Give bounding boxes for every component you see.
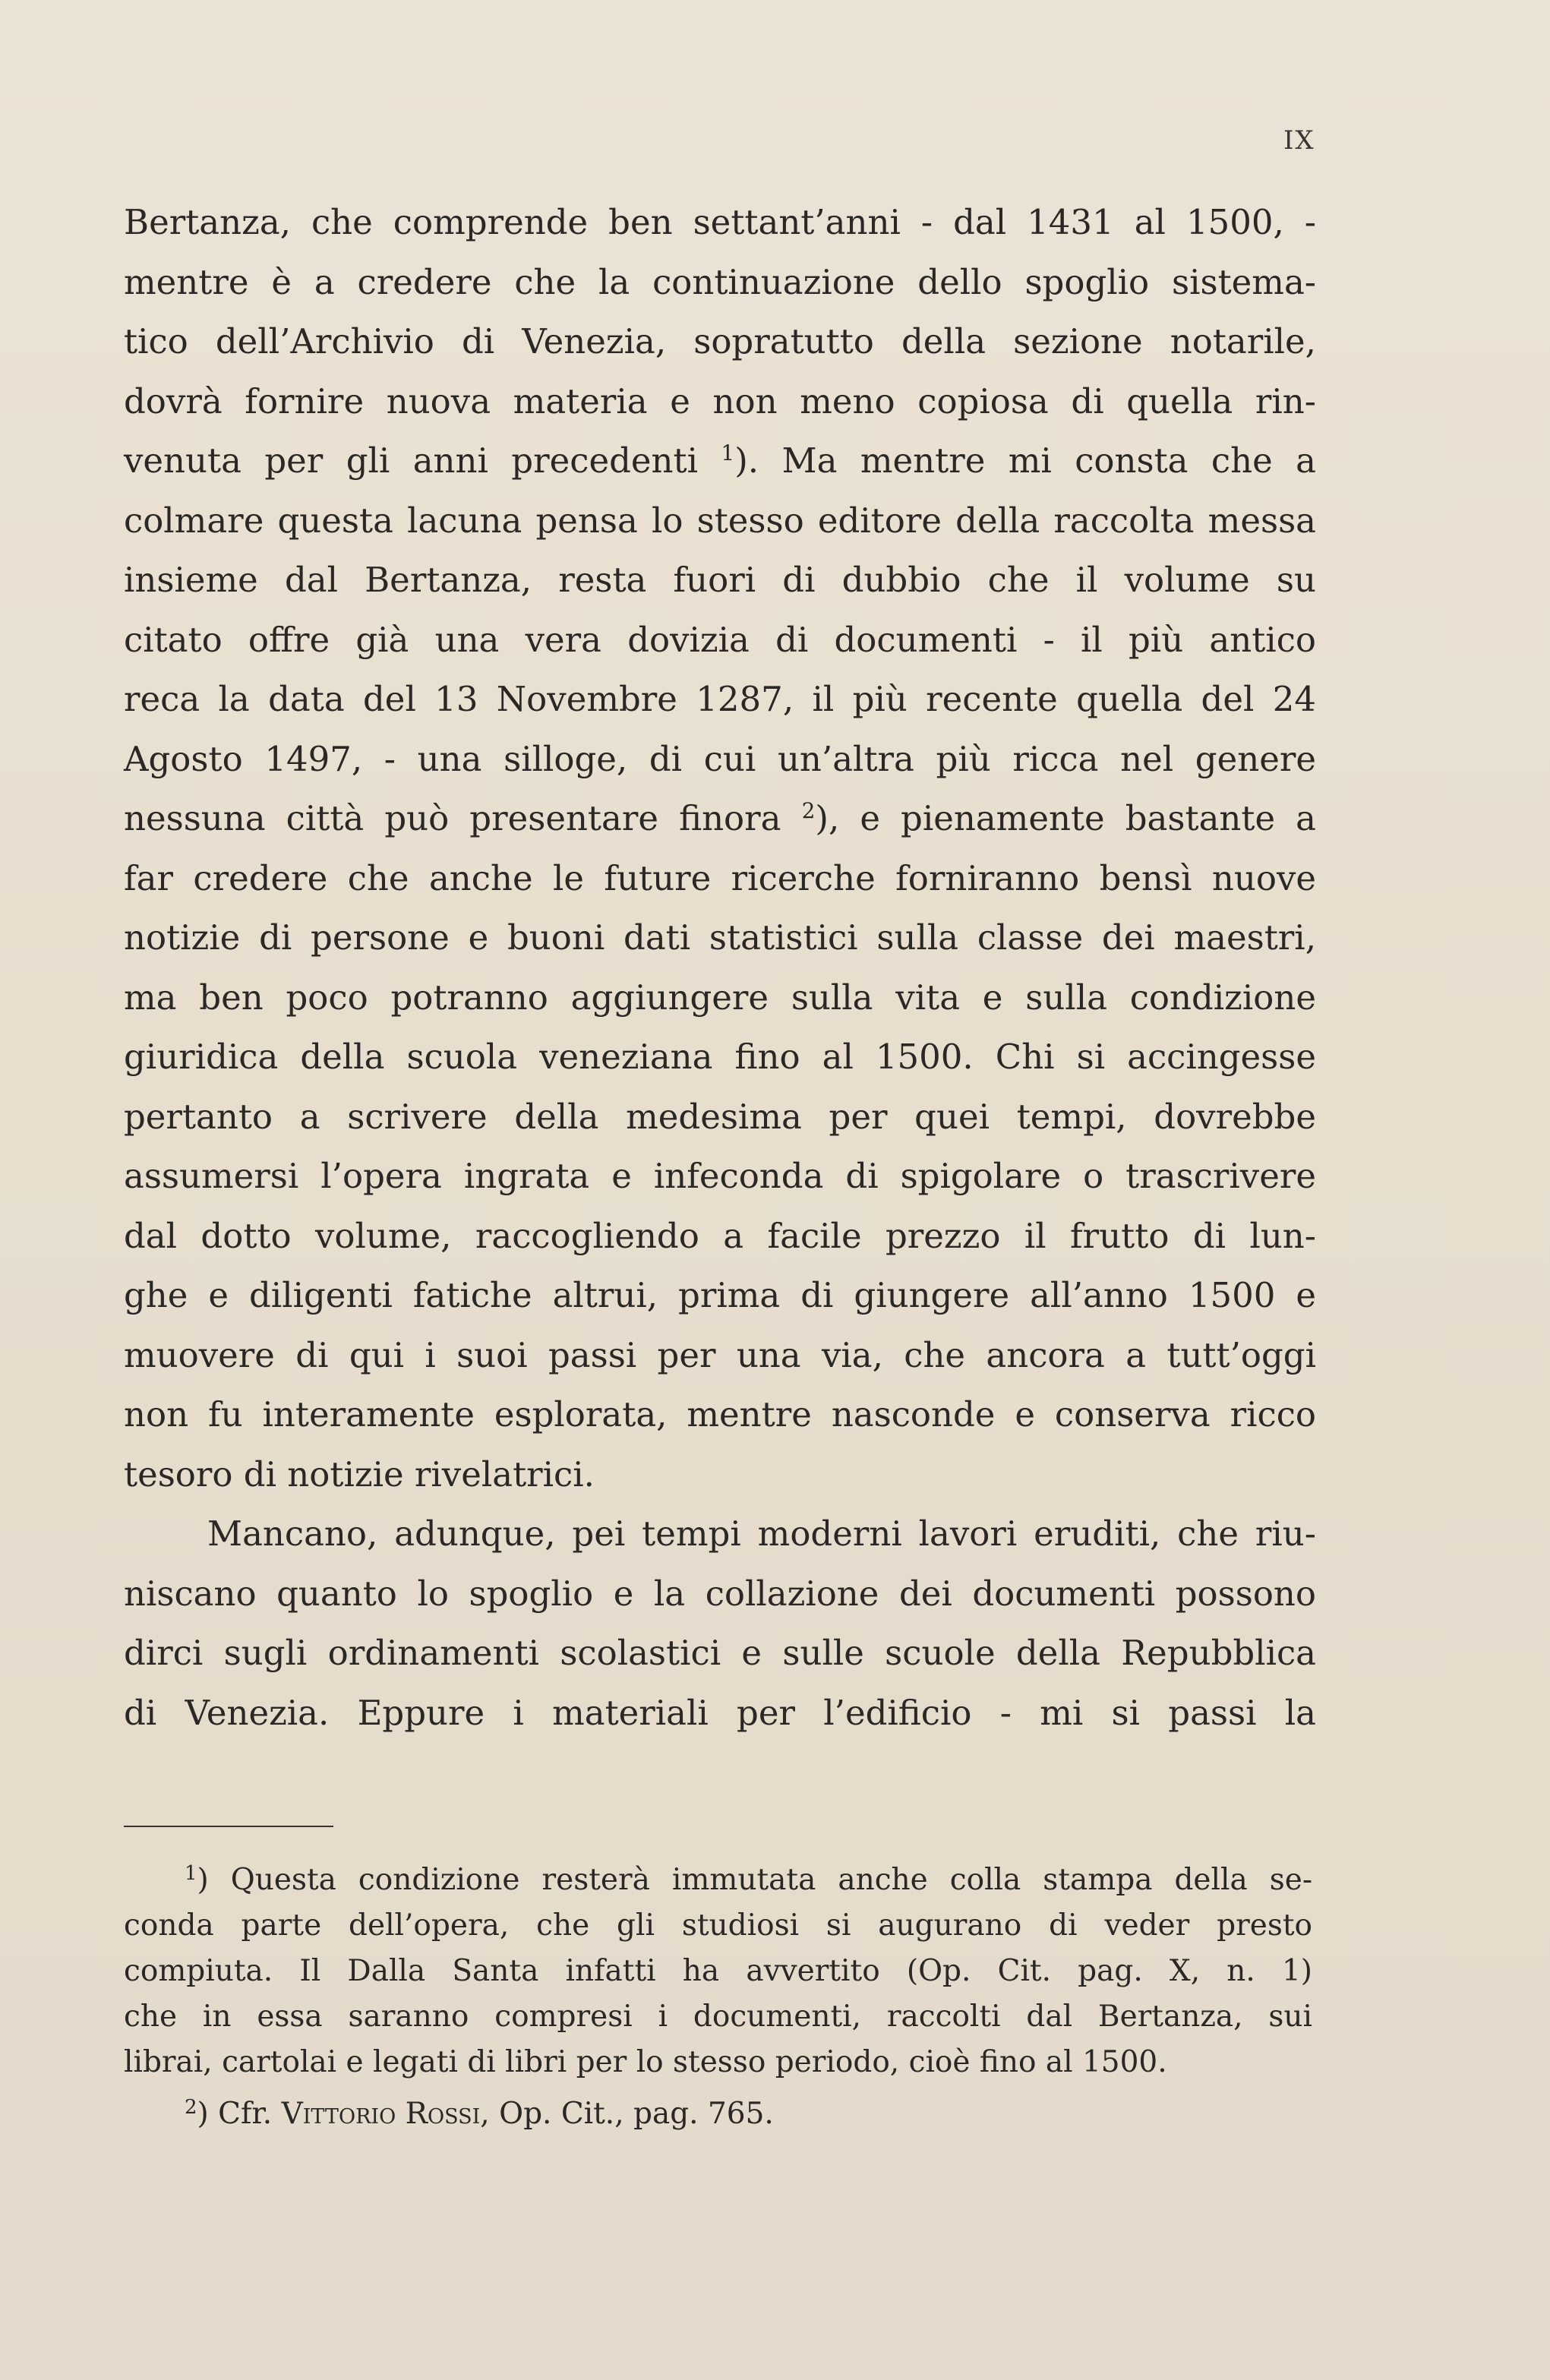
text-line: ghe e diligenti fatiche altrui, prima di giungere all’anno 1500 e [124, 1275, 1316, 1315]
footnote-divider [124, 1826, 333, 1827]
footnote-ref-1: 1 [721, 440, 735, 466]
footnote-text: ) Questa condizione resterà immutata anche colla stampa della se- [197, 1863, 1312, 1897]
footnote-1-line [124, 1858, 1312, 1903]
text-line: mentre è a credere che la continuazione dello spoglio sistema- [124, 261, 1316, 302]
text-line: giuridica della scuola veneziana fino al 1500. Chi si accingesse [124, 1037, 1316, 1077]
text-line [124, 431, 1316, 491]
footnotes [124, 1858, 1312, 2137]
paragraph-end-line: tesoro di notizie rivelatrici. [124, 1454, 595, 1495]
text-fragment: ). Ma mentre mi consta che a [734, 440, 1316, 481]
text-line: assumersi l’opera ingrata e infeconda di spigolare o trascrivere [124, 1156, 1316, 1196]
text-fragment: venuta per gli anni precedenti [124, 440, 721, 481]
text-line: reca la data del 13 Novembre 1287, il più recente quella del 24 [124, 679, 1316, 719]
text-line: ma ben poco potranno aggiungere sulla vita e sulla condizione [124, 977, 1316, 1018]
page-number: IX [1283, 125, 1315, 156]
footnote-author: Vittorio Rossi [281, 2097, 481, 2131]
footnote-1-line: librai, cartolai e legati di libri per lo stesso periodo, cioè fino al 1500. [124, 2045, 1167, 2079]
text-line: colmare questa lacuna pensa lo stesso editore della raccolta messa [124, 500, 1316, 541]
text-line: non fu interamente esplorata, mentre nasconde e conserva ricco [124, 1394, 1316, 1435]
footnote-1-line: conda parte dell’opera, che gli studiosi si augurano di veder presto [124, 1908, 1312, 1943]
paragraph-start-line: Mancano, adunque, pei tempi moderni lavori eruditi, che riu- [207, 1514, 1316, 1554]
text-line: dal dotto volume, raccogliendo a facile prezzo il frutto di lun- [124, 1215, 1316, 1256]
text-line: insieme dal Bertanza, resta fuori di dubbio che il volume su [124, 560, 1316, 600]
footnote-text: ) Cfr. [197, 2097, 282, 2131]
footnote-1-marker: 1 [185, 1862, 197, 1885]
text-line: Agosto 1497, - una silloge, di cui un’altra più ricca nel genere [124, 738, 1316, 779]
text-line: dovrà fornire nuova materia e non meno copiosa di quella rin- [124, 380, 1316, 421]
text-line [124, 789, 1316, 849]
body-text [124, 193, 1316, 1743]
text-line: di Venezia. Eppure i materiali per l’edificio - mi si passi la [124, 1692, 1316, 1733]
text-line: dirci sugli ordinamenti scolastici e sulle scuole della Repubblica [124, 1633, 1316, 1673]
text-line: Bertanza, che comprende ben settant’anni - dal 1431 al 1500, - [124, 202, 1316, 242]
footnote-2-marker: 2 [185, 2096, 197, 2119]
text-line: citato offre già una vera dovizia di documenti - il più antico [124, 619, 1316, 660]
text-line: far credere che anche le future ricerche forniranno bensì nuove [124, 857, 1316, 898]
text-fragment: ), e pienamente bastante a [815, 798, 1316, 838]
text-fragment: nessuna città può presentare finora [124, 798, 802, 838]
text-line: niscano quanto lo spoglio e la collazione dei documenti possono [124, 1573, 1316, 1614]
text-line: muovere di qui i suoi passi per una via, che ancora a tutt’oggi [124, 1334, 1316, 1375]
footnote-2-line [124, 2091, 1312, 2137]
footnote-ref-2: 2 [801, 798, 816, 823]
footnote-1-line: compiuta. Il Dalla Santa infatti ha avvertito (Op. Cit. pag. X, n. 1) [124, 1954, 1312, 1988]
footnote-1-line: che in essa saranno compresi i documenti, raccolti dal Bertanza, sui [124, 2000, 1312, 2034]
text-line: tico dell’Archivio di Venezia, sopratutto della sezione notarile, [124, 321, 1316, 361]
text-line: pertanto a scrivere della medesima per quei tempi, dovrebbe [124, 1096, 1316, 1137]
footnote-text: , Op. Cit., pag. 765. [480, 2097, 774, 2131]
text-line: notizie di persone e buoni dati statistici sulla classe dei maestri, [124, 917, 1316, 958]
